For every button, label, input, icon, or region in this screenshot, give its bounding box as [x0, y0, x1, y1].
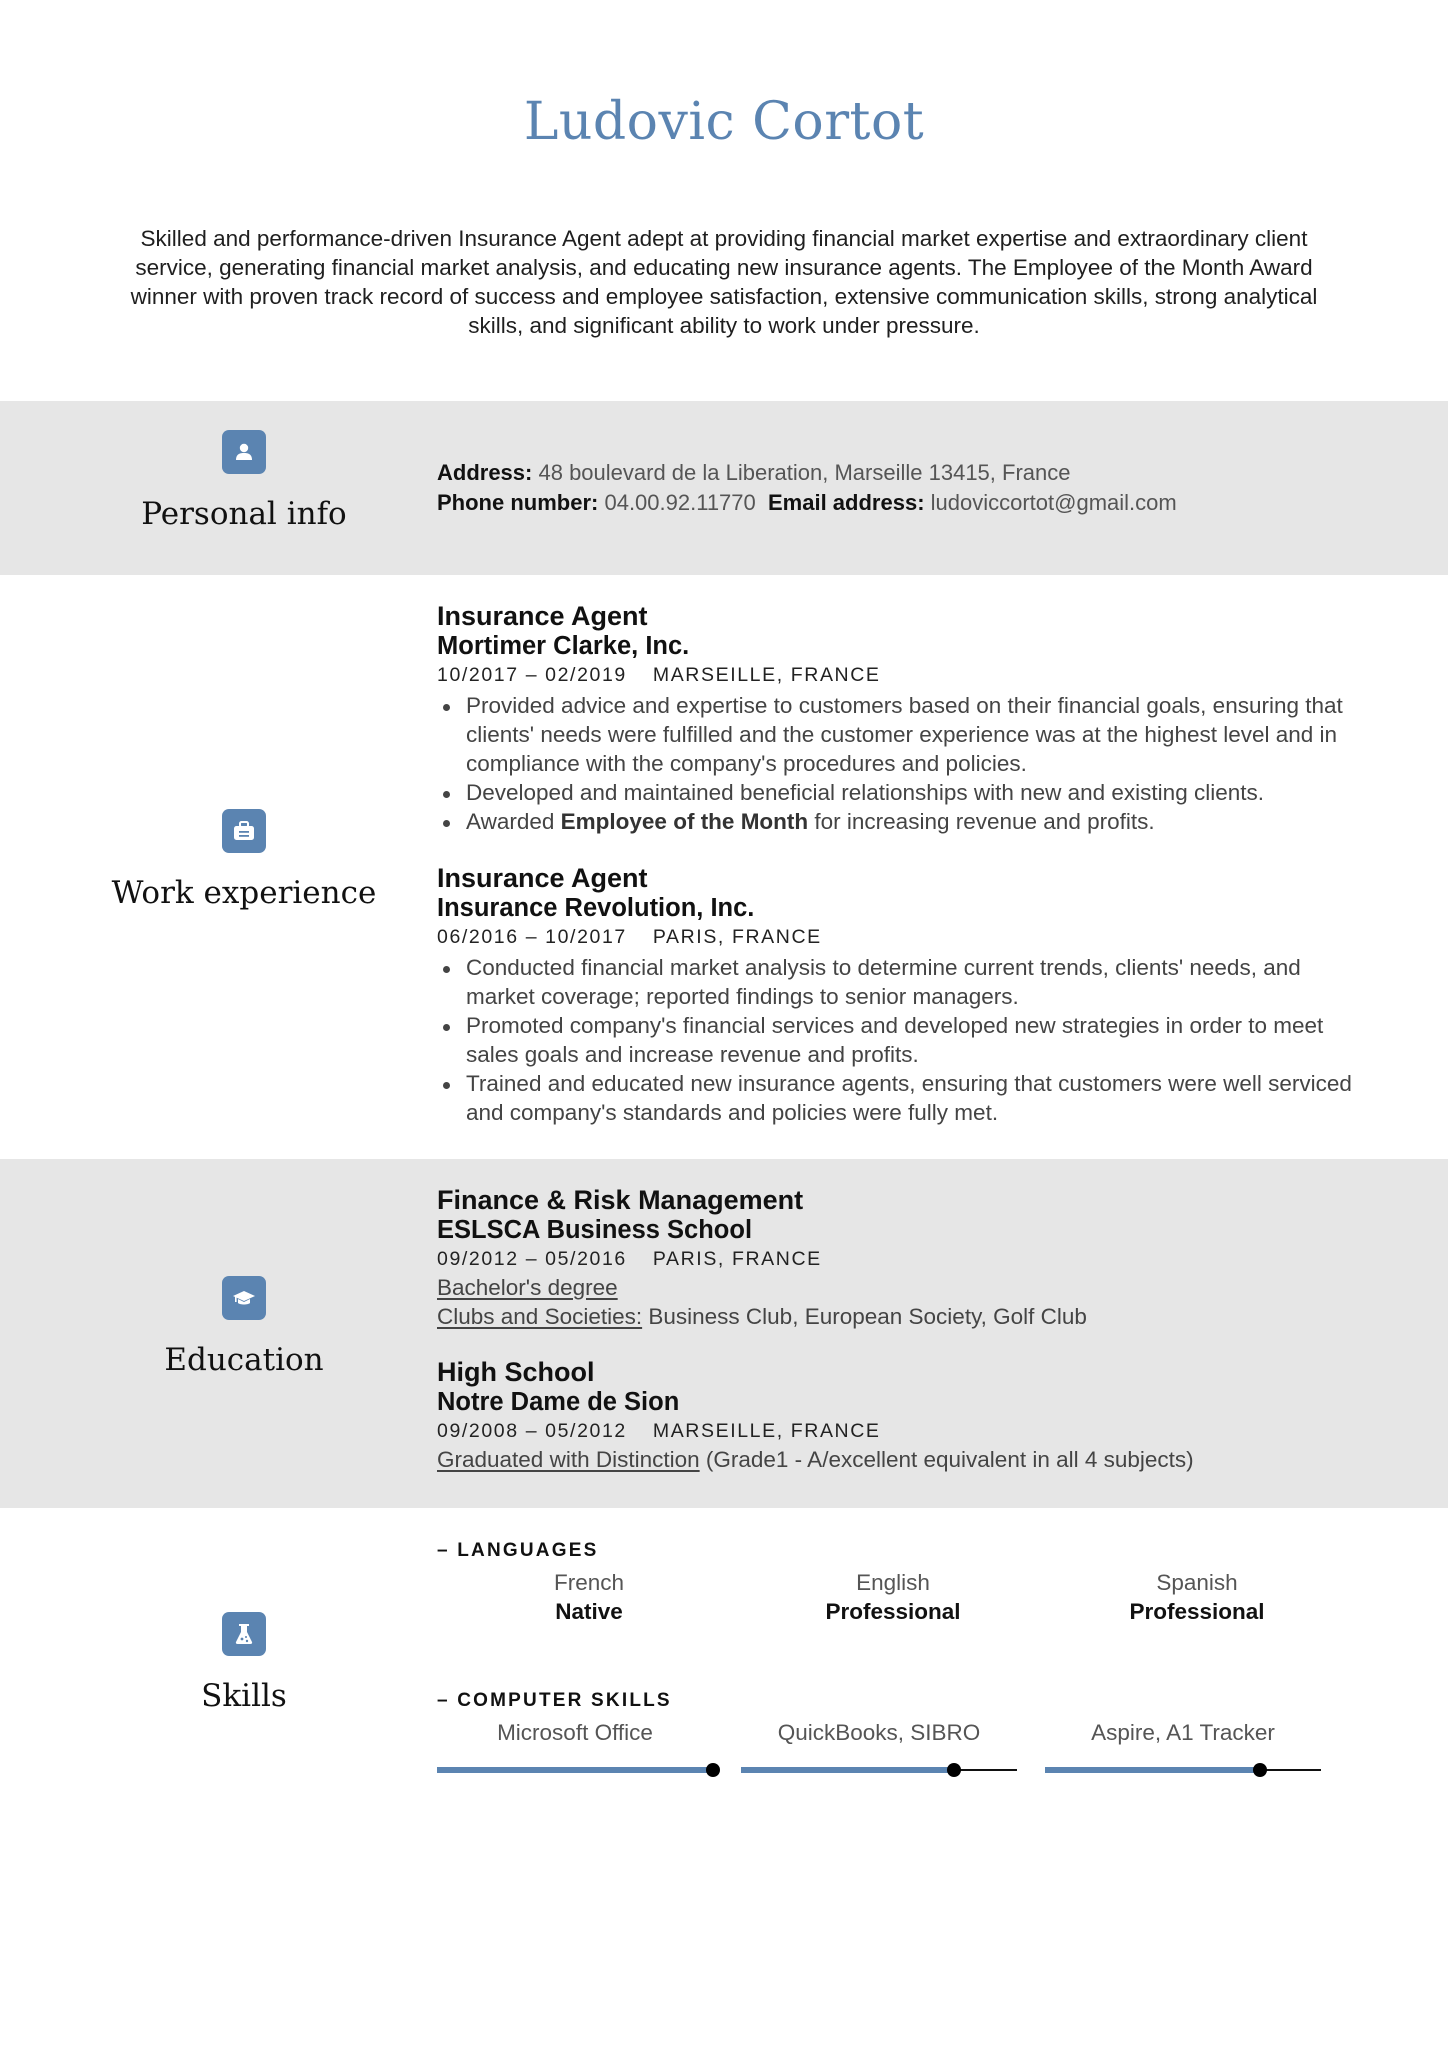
job-bullets: [437, 691, 1357, 836]
job-company: Mortimer Clarke, Inc.: [437, 632, 690, 660]
bar-fill: [1045, 1767, 1260, 1773]
language-level: Professional: [1129, 1599, 1265, 1624]
profile-summary: Skilled and performance-driven Insurance Agent adept at providing financial market expertise and extraordinary client service, generating financial market analysis, and educating new insurance agents. The Employee of the Month Award winner with proven track record of success and employee satisfaction, extensive communication skills, strong analytical skills, and significant ability to work under pressure.: [130, 226, 1318, 338]
education-entry: [437, 1185, 1357, 1331]
work-experience-content: [437, 601, 1357, 1127]
skills-section: [0, 1508, 1448, 2048]
job-title: Insurance Agent: [437, 601, 648, 631]
skill-name: QuickBooks, SIBRO: [777, 1720, 981, 1745]
personal-info-label: [84, 430, 404, 532]
education-meta: [437, 1417, 1357, 1445]
section-title: Education: [164, 1342, 324, 1378]
contact-line: [437, 488, 1357, 518]
section-title: Skills: [201, 1678, 287, 1714]
education-label: [84, 1276, 404, 1378]
language-level: Professional: [825, 1599, 961, 1624]
skill-item: [437, 1718, 713, 1779]
education-meta: [437, 1245, 1357, 1273]
personal-info-content: [437, 458, 1357, 518]
job-bullet: Trained and educated new insurance agents, ensuring that customers were well serviced and company's standards and policies were fully met.: [437, 1069, 1357, 1127]
skill-item: [741, 1718, 1017, 1779]
job-bullet: Promoted company's financial services and developed new strategies in order to meet sales goals and increase revenue and profits.: [437, 1011, 1357, 1069]
address-value: 48 boulevard de la Liberation, Marseille 13415, France: [538, 460, 1071, 485]
skill-name: Microsoft Office: [497, 1720, 653, 1745]
award-prefix: Awarded: [466, 809, 561, 834]
bar-fill: [437, 1767, 713, 1773]
award-suffix: for increasing revenue and profits.: [808, 809, 1155, 834]
job-bullet: [437, 807, 1357, 836]
skill-item: [1045, 1718, 1321, 1779]
education-content: [437, 1185, 1357, 1474]
education-dates: 09/2012 – 05/2016: [437, 1248, 627, 1270]
address-label: Address:: [437, 460, 533, 485]
bar-fill: [741, 1767, 954, 1773]
computer-skills-heading: – COMPUTER SKILLS: [437, 1690, 672, 1711]
bar-knob: [1253, 1763, 1267, 1777]
computer-skills-list: [437, 1718, 1357, 1779]
education-entry: [437, 1357, 1357, 1474]
education-detail: [437, 1273, 1357, 1302]
education-detail: [437, 1445, 1357, 1474]
language-name: English: [856, 1570, 930, 1595]
job-dates: 06/2016 – 10/2017: [437, 926, 627, 948]
languages-list: [437, 1568, 1357, 1626]
language-level: Native: [555, 1599, 623, 1624]
skill-level-bar: [1045, 1761, 1321, 1779]
clubs-link[interactable]: Clubs and Societies:: [437, 1304, 643, 1329]
education-dates: 09/2008 – 05/2012: [437, 1420, 627, 1442]
bar-knob: [947, 1763, 961, 1777]
section-title: Work experience: [111, 875, 377, 911]
language-name: French: [553, 1570, 625, 1595]
job-meta: [437, 923, 1357, 951]
degree-link[interactable]: Bachelor's degree: [437, 1275, 618, 1300]
degree-title: High School: [437, 1357, 595, 1387]
job-entry: [437, 863, 1357, 1127]
school-name: ESLSCA Business School: [437, 1216, 753, 1244]
email-label: Email address:: [768, 490, 925, 515]
job-bullet: Provided advice and expertise to customers based on their financial goals, ensuring that clients' needs were fulfilled and the customer experience was at the highest level and in compliance with the company's procedures and policies.: [437, 691, 1357, 778]
job-entry: [437, 601, 1357, 836]
distinction-link[interactable]: Graduated with Distinction: [437, 1447, 700, 1472]
education-detail: [437, 1302, 1357, 1331]
language-name: Spanish: [1156, 1570, 1238, 1595]
work-experience-section: [0, 575, 1448, 1159]
job-bullet: Developed and maintained beneficial relationships with new and existing clients.: [437, 778, 1357, 807]
bar-knob: [706, 1763, 720, 1777]
graduation-cap-icon: [222, 1276, 266, 1320]
skill-level-bar: [437, 1761, 713, 1779]
skills-content: [437, 1540, 1357, 1779]
job-dates: 10/2017 – 02/2019: [437, 664, 627, 686]
job-meta: [437, 661, 1357, 689]
flask-icon: [222, 1612, 266, 1656]
job-company: Insurance Revolution, Inc.: [437, 894, 755, 922]
language-item: [741, 1568, 1045, 1626]
job-bullets: [437, 953, 1357, 1127]
languages-heading: – LANGUAGES: [437, 1540, 599, 1561]
person-icon: [222, 430, 266, 474]
clubs-text: Business Club, European Society, Golf Club: [642, 1304, 1087, 1329]
education-location: PARIS, FRANCE: [652, 1248, 822, 1270]
award-name: Employee of the Month: [560, 809, 809, 834]
candidate-name: Ludovic Cortot: [523, 92, 925, 152]
language-item: [1045, 1568, 1349, 1626]
personal-info-section: [0, 401, 1448, 575]
degree-title: Finance & Risk Management: [437, 1185, 804, 1215]
education-location: MARSEILLE, FRANCE: [652, 1420, 881, 1442]
phone-label: Phone number:: [437, 490, 599, 515]
section-title: Personal info: [141, 496, 347, 532]
job-title: Insurance Agent: [437, 863, 648, 893]
language-item: [437, 1568, 741, 1626]
education-section: [0, 1159, 1448, 1508]
job-location: MARSEILLE, FRANCE: [652, 664, 881, 686]
skills-label: [84, 1612, 404, 1714]
address-line: [437, 458, 1357, 488]
skill-level-bar: [741, 1761, 1017, 1779]
skill-name: Aspire, A1 Tracker: [1091, 1720, 1275, 1745]
email-value[interactable]: ludoviccortot@gmail.com: [930, 490, 1177, 515]
job-bullet: Conducted financial market analysis to determine current trends, clients' needs, and market coverage; reported findings to senior managers.: [437, 953, 1357, 1011]
school-name: Notre Dame de Sion: [437, 1388, 680, 1416]
work-experience-label: [84, 809, 404, 911]
distinction-text: (Grade1 - A/excellent equivalent in all 4 subjects): [699, 1447, 1194, 1472]
briefcase-icon: [222, 809, 266, 853]
phone-value: 04.00.92.11770: [604, 490, 756, 515]
job-location: PARIS, FRANCE: [652, 926, 822, 948]
